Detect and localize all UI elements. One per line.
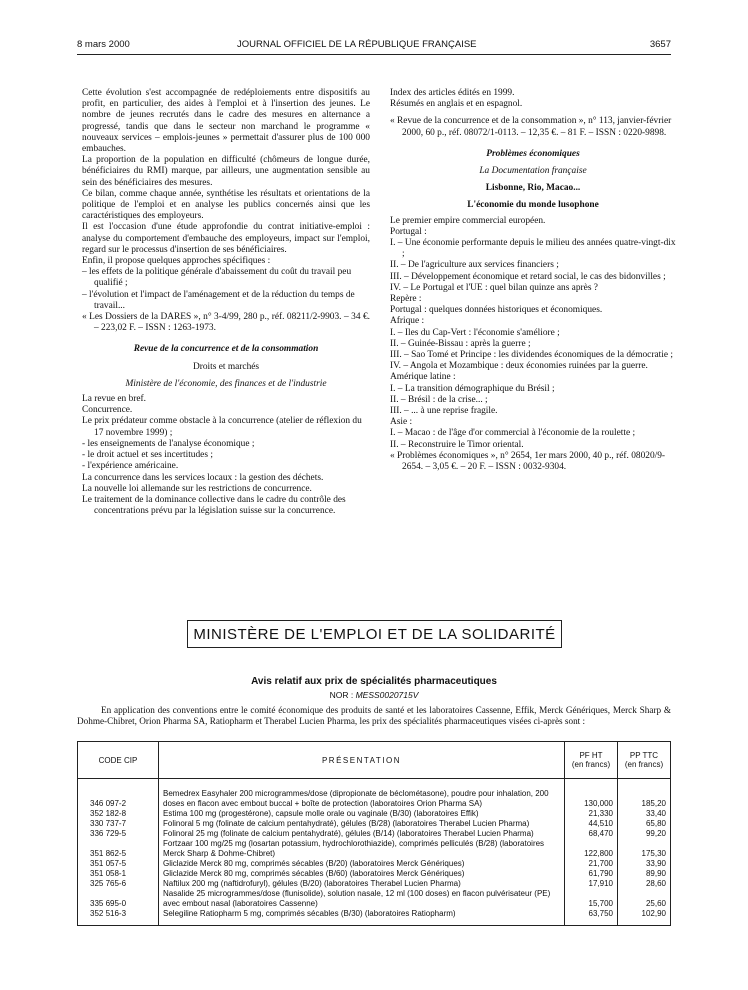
- table-row: [78, 809, 671, 819]
- cell-pf-ht: 21,330: [565, 809, 618, 819]
- price-table: [77, 741, 671, 926]
- toc-entry: I. – Une économie performante depuis le milieu des années quatre-vingt-dix ;: [390, 238, 676, 260]
- cell-presentation: Gliclazide Merck 80 mg, comprimés sécables (B/20) (laboratoires Merck Génériques): [159, 859, 565, 869]
- list-item: - l'expérience américaine.: [82, 461, 179, 472]
- cell-pf-ht: 63,750: [565, 909, 618, 926]
- right-column: [390, 88, 676, 473]
- table-row: [78, 889, 671, 909]
- cell-presentation: Bemedrex Easyhaler 200 microgrammes/dose (dipropionate de béclométasone), poudre pour inhalation, 200 doses en flacon avec embout buccal + boîte de protection (laboratoires Orion Pharma SA): [159, 779, 565, 810]
- cell-pp-ttc: 99,20: [618, 829, 671, 839]
- left-column: [82, 88, 370, 517]
- cell-presentation: Folinoral 5 mg (folinate de calcium pentahydraté), gélules (B/28) (laboratoires Therabel Lucien Pharma): [159, 819, 565, 829]
- cell-code: 352 516-3: [78, 909, 159, 926]
- section-subtitle: Droits et marchés: [192, 361, 260, 372]
- table-row: [78, 779, 671, 810]
- cell-pp-ttc: 33,90: [618, 859, 671, 869]
- paragraph: La proportion de la population en difficulté (chômeurs de longue durée, bénéficiaires du RMI) marque, par ailleurs, une augmentation sensible au sein des bénéficiaires des mesures.: [82, 155, 370, 188]
- paragraph: Index des articles édités en 1999.: [390, 88, 515, 98]
- cell-code: 352 182-8: [78, 809, 159, 819]
- paragraph: La revue en bref.: [82, 394, 147, 405]
- cell-presentation: Naftilux 200 mg (naftidrofuryl), gélules (B/20) (laboratoires Therabel Lucien Pharma): [159, 879, 565, 889]
- cell-presentation: Folinoral 25 mg (folinate de calcium pentahydraté), gélules (B/14) (laboratoires Therabel Lucien Pharma): [159, 829, 565, 839]
- header-code-cip: CODE CIP: [78, 742, 159, 779]
- cell-code: 325 765-6: [78, 879, 159, 889]
- list-item: – l'évolution et l'impact de l'aménagement et de la réduction du temps de travail...: [82, 289, 355, 311]
- paragraph: Le traitement de la dominance collective dans le cadre du contrôle des concentrations prévu par la législation suisse sur la concurrence.: [82, 494, 346, 517]
- cell-presentation: Gliclazide Merck 80 mg, comprimés sécables (B/60) (laboratoires Merck Génériques): [159, 869, 565, 879]
- reference: « Les Dossiers de la DARES », n° 3-4/99, 280 p., réf. 08211/2-9903. – 34 €. – 223,02 F. – ISSN : 1263-1973.: [82, 312, 370, 334]
- section-ministry: Ministère de l'économie, des finances et de l'industrie: [125, 378, 327, 389]
- nor-code: MESS0020715V: [355, 690, 419, 700]
- issue-subtitle: L'économie du monde lusophone: [467, 200, 599, 211]
- cell-pp-ttc: 33,40: [618, 809, 671, 819]
- table-row: [78, 839, 671, 859]
- cell-code: 346 097-2: [78, 779, 159, 810]
- header-page-number: 3657: [649, 39, 671, 50]
- cell-pf-ht: 21,700: [565, 859, 618, 869]
- toc-heading: Afrique :: [390, 316, 425, 327]
- list-item: – les effets de la politique générale d'abaissement du coût du travail peu qualifié ;: [82, 267, 352, 289]
- toc-heading: Repère :: [390, 294, 422, 305]
- header-pf-ht-unit: (en francs): [571, 760, 611, 769]
- cell-pf-ht: 17,910: [565, 879, 618, 889]
- cell-pf-ht: 44,510: [565, 819, 618, 829]
- toc-entry: IV. – Angola et Mozambique : deux économies ruinées par la guerre.: [390, 361, 648, 372]
- table-row: [78, 869, 671, 879]
- nor-label: NOR :: [329, 690, 354, 700]
- toc-entry: IV. – Le Portugal et l'UE : quel bilan quinze ans après ?: [390, 282, 598, 293]
- cell-pp-ttc: 175,30: [618, 839, 671, 859]
- cell-code: 351 058-1: [78, 869, 159, 879]
- header-date: 8 mars 2000: [77, 39, 130, 50]
- cell-presentation: Fortzaar 100 mg/25 mg (losartan potassium, hydrochlorothiazide), comprimés pelliculés (B/28) (laboratoires Merck Sharp & Dohme-Chibret): [159, 839, 565, 859]
- nor-line: [77, 690, 671, 700]
- paragraph: Le prix prédateur comme obstacle à la concurrence (atelier de réflexion du 17 novembre 1999) ;: [82, 416, 362, 438]
- paragraph: Il est l'occasion d'une étude approfondie du contrat initiative-emploi : analyse du comportement d'embauche des employeurs, impact sur l'emploi, regard sur le processus d'insertion de ses bénéficiaires.: [82, 222, 370, 255]
- toc-heading: Asie :: [390, 417, 413, 428]
- header-journal-title: JOURNAL OFFICIEL DE LA RÉPUBLIQUE FRANÇAISE: [237, 39, 477, 50]
- header-pf-ht-label: PF HT: [579, 751, 603, 760]
- ministry-heading: [187, 620, 562, 648]
- reference: « Problèmes économiques », n° 2654, 1er mars 2000, 40 p., réf. 08020/9-2654. – 3,05 €. – 20 F. – ISSN : 0032-9304.: [390, 450, 666, 473]
- publisher: La Documentation française: [479, 166, 587, 177]
- cell-code: 330 737-7: [78, 819, 159, 829]
- header-pp-ttc-label: PP TTC: [629, 751, 659, 760]
- list-item: - le droit actuel et ses incertitudes ;: [82, 450, 213, 461]
- toc-entry: III. – ... à une reprise fragile.: [390, 406, 498, 417]
- table-row: [78, 879, 671, 889]
- header-pp-ttc-unit: (en francs): [624, 760, 664, 769]
- table-row: [78, 829, 671, 839]
- header-presentation: PRÉSENTATION: [159, 742, 565, 779]
- toc-heading: Amérique latine :: [390, 372, 456, 383]
- toc-entry: II. – Reconstruire le Timor oriental.: [390, 439, 524, 450]
- cell-code: 335 695-0: [78, 889, 159, 909]
- avis-title: Avis relatif aux prix de spécialités pharmaceutiques: [251, 676, 497, 687]
- paragraph: Enfin, il propose quelques approches spécifiques :: [82, 256, 271, 267]
- cell-pf-ht: 61,790: [565, 869, 618, 879]
- paragraph: Cette évolution s'est accompagnée de redéploiements entre dispositifs au profit, en particulier, des aides à l'emploi et à l'insertion des jeunes. Le nombre de jeunes recrutés dans le cadre des mesures en alternance a progressé, tandis que dans le secteur non marchand le programme « nouveaux services – emplois-jeunes » permettait d'assurer plus de 100 000 embauches.: [82, 88, 370, 155]
- cell-pp-ttc: 65,80: [618, 819, 671, 829]
- toc-entry: II. – Guinée-Bissau : après la guerre ;: [390, 338, 531, 349]
- table-row: [78, 909, 671, 926]
- cell-pp-ttc: 25,60: [618, 889, 671, 909]
- section-title: Revue de la concurrence et de la consommation: [133, 344, 319, 355]
- paragraph: Ce bilan, comme chaque année, synthétise les résultats et orientations de la politique de l'emploi et en analyse les publics concernés ainsi que les caractéristiques des employeurs.: [82, 188, 370, 222]
- cell-pp-ttc: 89,90: [618, 869, 671, 879]
- cell-pp-ttc: 185,20: [618, 779, 671, 810]
- header-rule: [77, 54, 671, 55]
- cell-pf-ht: 68,470: [565, 829, 618, 839]
- paragraph: La nouvelle loi allemande sur les restrictions de concurrence.: [82, 483, 312, 494]
- issue-title: Lisbonne, Rio, Macao...: [485, 183, 581, 194]
- toc-entry: Le premier empire commercial européen.: [390, 215, 546, 226]
- toc-entry: II. – Brésil : de la crise... ;: [390, 394, 488, 405]
- paragraph: Résumés en anglais et en espagnol.: [390, 99, 523, 110]
- cell-presentation: Nasalide 25 microgrammes/dose (flunisolide), solution nasale, 12 ml (100 doses) en flacon pulvérisateur (PE) avec embout nasal (laboratoires Cassenne): [159, 889, 565, 909]
- toc-entry: II. – De l'agriculture aux services financiers ;: [390, 260, 559, 271]
- reference: « Revue de la concurrence et de la consommation », n° 113, janvier-février 2000, 60 p., réf. 08072/1-0113. – 12,35 €. – 81 F. – ISSN : 0220-9898.: [390, 116, 672, 138]
- toc-entry: III. – Sao Tomé et Principe : les dividendes économiques de la démocratie ;: [390, 350, 673, 361]
- table-row: [78, 819, 671, 829]
- ministry-title: MINISTÈRE DE L'EMPLOI ET DE LA SOLIDARITÉ: [193, 625, 556, 643]
- cell-pf-ht: 122,800: [565, 839, 618, 859]
- toc-entry: Portugal : quelques données historiques et économiques.: [390, 305, 603, 316]
- header-pp-ttc: [618, 742, 671, 779]
- cell-code: 336 729-5: [78, 829, 159, 839]
- toc-heading: Portugal :: [390, 226, 427, 237]
- header-pf-ht: [565, 742, 618, 779]
- cell-code: 351 057-5: [78, 859, 159, 869]
- list-item: - les enseignements de l'analyse économique ;: [82, 438, 255, 449]
- toc-entry: III. – Développement économique et retard social, le cas des bidonvilles ;: [390, 271, 666, 282]
- toc-entry: I. – Macao : de l'âge d'or commercial à l'économie de la roulette ;: [390, 428, 636, 439]
- cell-presentation: Estima 100 mg (progestérone), capsule molle orale ou vaginale (B/30) (laboratoires Effik): [159, 809, 565, 819]
- cell-code: 351 862-5: [78, 839, 159, 859]
- page-header: [77, 39, 671, 53]
- toc-entry: I. – La transition démographique du Brésil ;: [390, 383, 555, 394]
- cell-presentation: Selegiline Ratiopharm 5 mg, comprimés sécables (B/30) (laboratoires Ratiopharm): [159, 909, 565, 926]
- cell-pp-ttc: 102,90: [618, 909, 671, 926]
- cell-pf-ht: 130,000: [565, 779, 618, 810]
- toc-entry: I. – Iles du Cap-Vert : l'économie s'améliore ;: [390, 327, 560, 338]
- paragraph: La concurrence dans les services locaux : la gestion des déchets.: [82, 472, 324, 483]
- cell-pf-ht: 15,700: [565, 889, 618, 909]
- avis-intro: En application des conventions entre le comité économique des produits de santé et les laboratoires Cassenne, Effik, Merck Génériques, Merck Sharp & Dohme-Chibret, Orion Pharma SA, Ratiopharm et Therabel Lucien Pharma, les prix des spécialités pharmaceutiques visées ci-après sont :: [77, 705, 671, 726]
- table-row: [78, 859, 671, 869]
- paragraph: Concurrence.: [82, 405, 133, 416]
- cell-pp-ttc: 28,60: [618, 879, 671, 889]
- section-title: Problèmes économiques: [486, 148, 580, 159]
